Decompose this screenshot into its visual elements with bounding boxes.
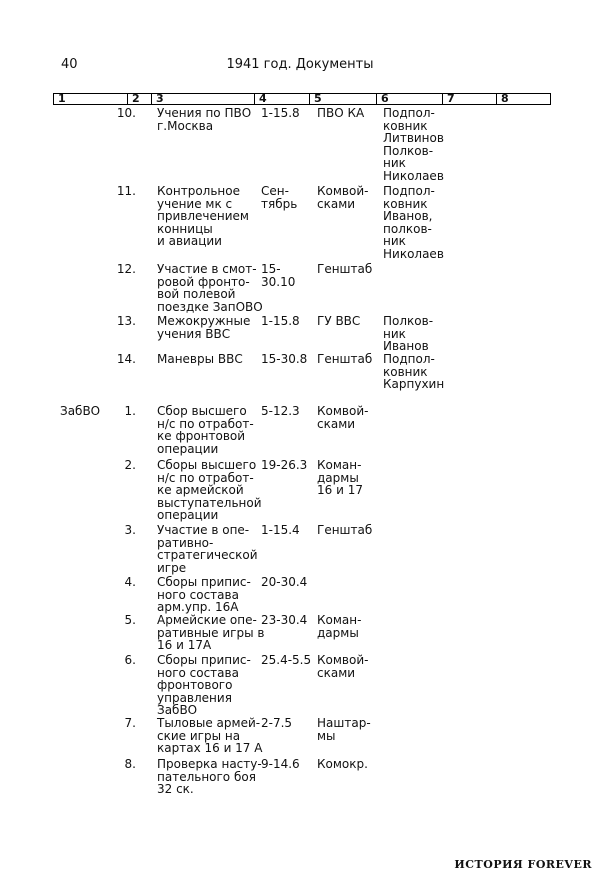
cell-num: 2. — [124, 458, 136, 472]
cell-lead: Подпол- ковник Литвинов Полков- ник Николаев — [383, 106, 444, 183]
cell-dates: Сен- тябрь — [261, 184, 298, 211]
cell-name: Сборы высшего н/с по отработ- ке армейской выступательной операции — [157, 458, 262, 523]
cell-who: ПВО КА — [317, 106, 365, 120]
cell-dates: 5-12.3 — [261, 404, 300, 418]
column-header: 6 — [376, 93, 442, 105]
cell-who: Генштаб — [317, 352, 373, 366]
cell-dates: 15-30.8 — [261, 352, 308, 366]
cell-dates: 23-30.4 — [261, 613, 308, 627]
cell-dates: 25.4-5.5 — [261, 653, 312, 667]
page-number: 40 — [61, 57, 78, 72]
cell-num: 8. — [124, 757, 136, 771]
cell-lead: Полков- ник Иванов — [383, 314, 434, 354]
cell-name: Проверка насту- пательного боя 32 ск. — [157, 757, 262, 797]
cell-name: Тыловые армей- ские игры на картах 16 и 17 А — [157, 716, 263, 756]
cell-num: 6. — [124, 653, 136, 667]
cell-name: Сборы припис- ного состава фронтового управления ЗабВО — [157, 653, 251, 718]
cell-dates: 2-7.5 — [261, 716, 293, 730]
cell-who: Наштар- мы — [317, 716, 371, 743]
column-header: 1 — [58, 91, 66, 105]
cell-dates: 1-15.8 — [261, 314, 300, 328]
cell-name: Учения по ПВО г.Москва — [157, 106, 252, 133]
cell-who: Комокр. — [317, 757, 368, 771]
cell-lead: Подпол- ковник Иванов, полков- ник Николаев — [383, 184, 444, 261]
running-head: 1941 год. Документы — [226, 57, 374, 72]
cell-num: 11. — [116, 184, 136, 198]
cell-name: Сбор высшего н/с по отработ- ке фронтовой операции — [157, 404, 254, 456]
column-header: 3 — [151, 93, 254, 105]
cell-name: Участие в смот- ровой фронто- вой полевой поездке ЗапОВО — [157, 262, 263, 314]
cell-who: Коман- дармы — [317, 613, 362, 640]
cell-name: Участие в опе- ративно- стратегической игре — [157, 523, 258, 575]
cell-who: Комвой- сками — [317, 653, 369, 680]
cell-who: Генштаб — [317, 262, 373, 276]
cell-who: Комвой- сками — [317, 404, 369, 431]
cell-lead: Подпол- ковник Карпухин — [383, 352, 445, 392]
cell-dates: 9-14.6 — [261, 757, 300, 771]
cell-dates: 1-15.8 — [261, 106, 300, 120]
cell-district: ЗабВО — [60, 404, 101, 418]
column-header-row — [53, 93, 551, 105]
cell-dates: 15- 30.10 — [261, 262, 296, 289]
cell-name: Маневры ВВС — [157, 352, 243, 366]
column-header: 5 — [309, 93, 376, 105]
cell-num: 4. — [124, 575, 136, 589]
column-header: 8 — [496, 93, 552, 105]
column-header: 4 — [254, 93, 309, 105]
cell-who: Комвой- сками — [317, 184, 369, 211]
cell-who: ГУ ВВС — [317, 314, 361, 328]
cell-dates: 19-26.3 — [261, 458, 308, 472]
cell-who: Генштаб — [317, 523, 373, 537]
cell-num: 12. — [116, 262, 136, 276]
cell-num: 14. — [116, 352, 136, 366]
column-header: 2 — [127, 93, 151, 105]
cell-name: Межокружные учения ВВС — [157, 314, 251, 341]
cell-num: 3. — [124, 523, 136, 537]
cell-num: 7. — [124, 716, 136, 730]
cell-num: 5. — [124, 613, 136, 627]
cell-name: Армейские опе- ративные игры в 16 и 17А — [157, 613, 265, 653]
watermark: ИСТОРИЯ FOREVER — [454, 858, 592, 871]
cell-num: 13. — [116, 314, 136, 328]
cell-who: Коман- дармы 16 и 17 — [317, 458, 363, 498]
column-header: 7 — [442, 93, 496, 105]
cell-name: Контрольное учение мк с привлечением конницы и авиации — [157, 184, 249, 249]
cell-dates: 20-30.4 — [261, 575, 308, 589]
cell-num: 10. — [116, 106, 136, 120]
cell-dates: 1-15.4 — [261, 523, 300, 537]
cell-num: 1. — [124, 404, 136, 418]
cell-name: Сборы припис- ного состава арм.упр. 16А — [157, 575, 251, 615]
